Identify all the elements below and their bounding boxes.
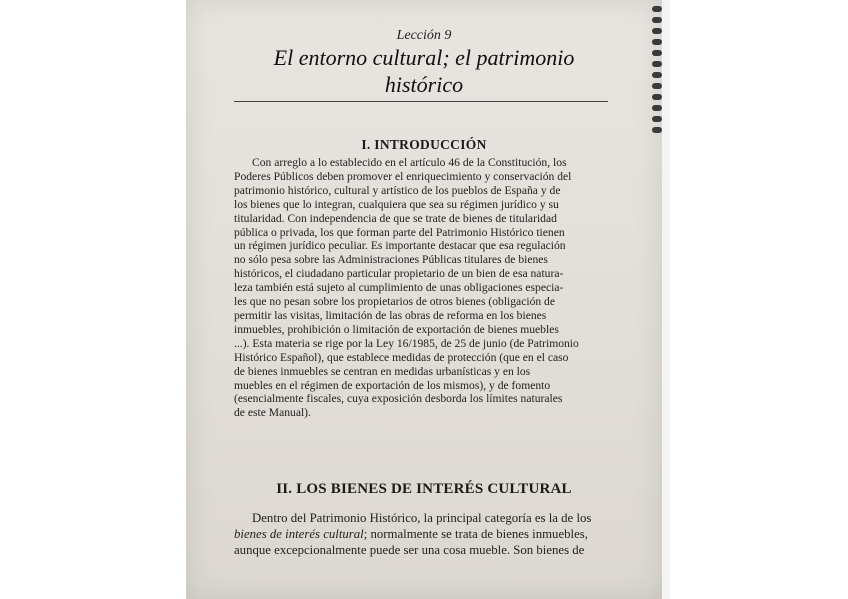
title-divider <box>234 101 608 102</box>
binding-ring <box>652 50 662 56</box>
paragraph-line: muebles en el régimen de exportación de los mismos), y de fomento <box>234 378 551 392</box>
section-heading-bienes-interes-cultural: II. LOS BIENES DE INTERÉS CULTURAL <box>276 481 572 497</box>
paragraph-line: pública o privada, los que forman parte del Patrimonio Histórico tienen <box>234 225 565 239</box>
binding-ring <box>652 127 662 133</box>
paragraph-line: históricos, el ciudadano particular propietario de un bien de esa natura- <box>234 267 564 281</box>
binding-ring <box>652 105 662 111</box>
binding-ring <box>652 6 662 12</box>
binding-ring <box>652 39 662 45</box>
paragraph-line: patrimonio histórico, cultural y artístico de los pueblos de España y de <box>234 183 561 197</box>
binding-ring <box>652 94 662 100</box>
paragraph-line: de bienes inmuebles se centran en medidas urbanísticas y en los <box>234 364 531 378</box>
title-line-1: El entorno cultural; el patrimonio <box>273 45 575 70</box>
book-page <box>186 0 662 599</box>
binding-ring <box>652 61 662 67</box>
emphasis-text: bienes de interés cultural <box>234 527 364 541</box>
paragraph-line: Poderes Públicos deben promover el enriquecimiento y conservación del <box>234 169 572 183</box>
binding-ring <box>652 116 662 122</box>
lesson-title <box>246 44 602 98</box>
section-heading-introduccion: I. INTRODUCCIÓN <box>361 137 487 152</box>
paragraph-line: no sólo pesa sobre las Administraciones Públicas titulares de bienes <box>234 253 548 267</box>
paragraph-line: les que no pesan sobre los propietarios de otros bienes (obligación de <box>234 295 556 309</box>
paragraph-line: titularidad. Con independencia de que se trate de bienes de titularidad <box>234 211 557 225</box>
spiral-binding <box>648 0 668 140</box>
title-line-2: histórico <box>384 72 464 97</box>
binding-ring <box>652 72 662 78</box>
paragraph-line: permitir las visitas, limitación de las obras de reforma en los bienes <box>234 308 547 322</box>
paragraph-line: leza también está sujeto al cumplimiento de unas obligaciones especia- <box>234 281 564 295</box>
lesson-label: Lección 9 <box>396 28 452 43</box>
bienes-paragraph <box>234 510 636 558</box>
binding-ring <box>652 17 662 23</box>
paragraph-line: Dentro del Patrimonio Histórico, la principal categoría es la de los <box>252 511 592 525</box>
paragraph-text: ; normalmente se trata de bienes inmuebles, <box>363 527 588 541</box>
paragraph-line: un régimen jurídico peculiar. Es importante destacar que esa regulación <box>234 239 566 253</box>
paragraph-line: Con arreglo a lo establecido en el artículo 46 de la Constitución, los <box>252 156 567 169</box>
paragraph-line: de este Manual). <box>234 406 311 420</box>
paragraph-line: Histórico Español), que establece medidas de protección (que en el caso <box>234 350 569 364</box>
paragraph-line: aunque excepcionalmente puede ser una cosa mueble. Son bienes de <box>234 543 585 557</box>
binding-ring <box>652 28 662 34</box>
paragraph-line: (esencialmente fiscales, cuya exposición desborda los límites naturales <box>234 392 563 406</box>
paragraph-line: ...). Esta materia se rige por la Ley 16/1985, de 25 de junio (de Patrimonio <box>234 336 579 350</box>
binding-ring <box>652 83 662 89</box>
introduction-paragraph <box>234 156 636 420</box>
paragraph-line <box>234 526 636 542</box>
paragraph-line: inmuebles, prohibición o limitación de exportación de bienes muebles <box>234 322 559 336</box>
paragraph-line: los bienes que lo integran, cualquiera que sea su régimen jurídico y su <box>234 197 559 211</box>
